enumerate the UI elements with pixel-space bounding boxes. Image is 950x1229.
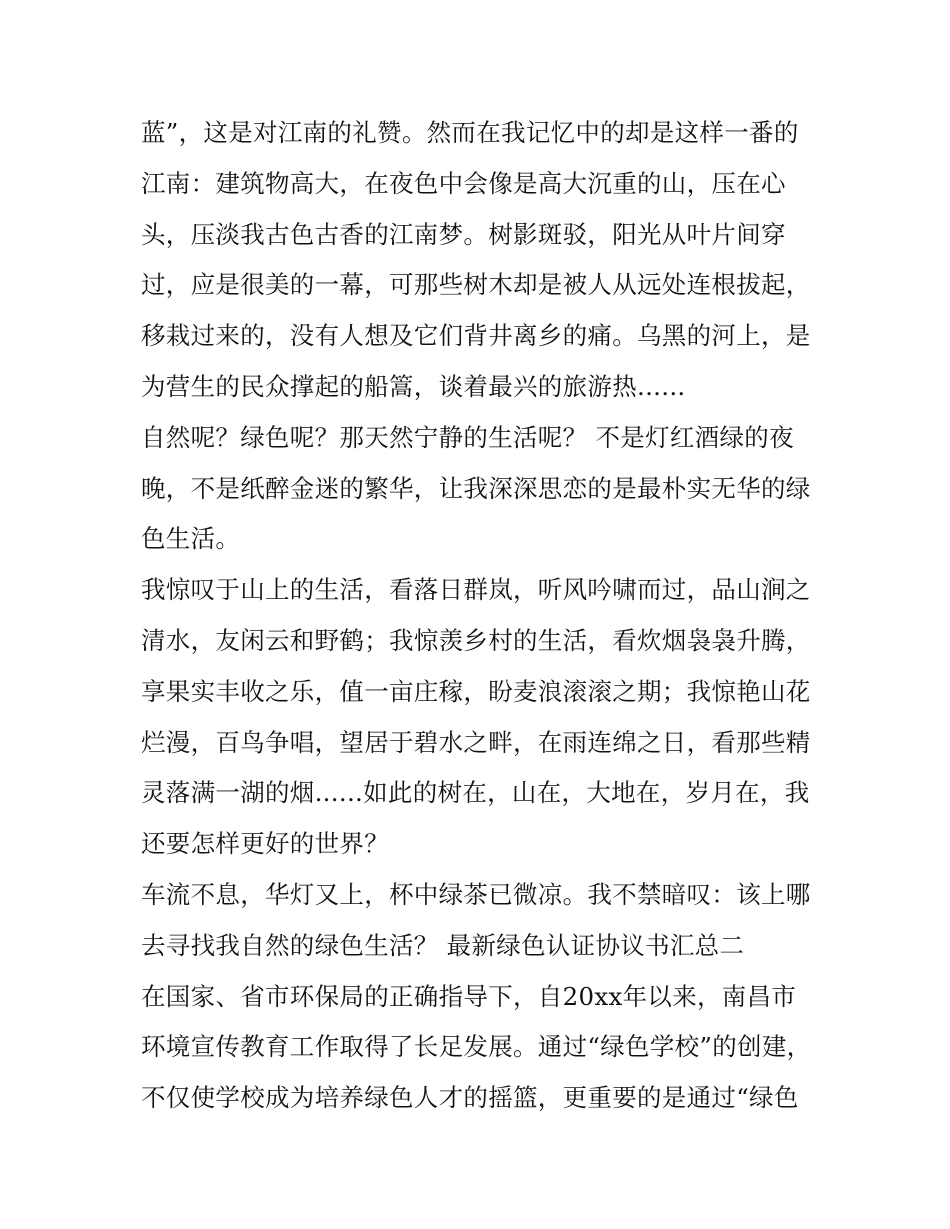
text-line: 享果实丰收之乐，值一亩庄稼，盼麦浪滚滚之期；我惊艳山花 [141,676,811,706]
text-line: 清水，友闲云和野鹤；我惊羡乡村的生活，看炊烟袅袅升腾， [141,625,811,655]
text-line: 蓝”，这是对江南的礼赞。然而在我记忆中的却是这样一番的 [141,118,799,147]
text-line: 江南：建筑物高大，在夜色中会像是高大沉重的山，压在心 [141,168,786,198]
text-line: 为营生的民众撑起的船篙，谈着最兴的旅游热...... [141,371,686,401]
text-line: 头，压淡我古色古香的江南梦。树影斑驳，阳光从叶片间穿 [141,219,786,249]
text-line: 不仅使学校成为培养绿色人才的摇篮，更重要的是通过“绿色 [141,1083,799,1113]
body-text [141,108,821,1124]
text-line: 自然呢？绿色呢？那天然宁静的生活呢？ 不是灯红酒绿的夜 [141,422,794,452]
text-line: 烂漫，百鸟争唱，望居于碧水之畔，在雨连绵之日，看那些精 [141,727,811,757]
text-line: 车流不息，华灯又上，杯中绿茶已微凉。我不禁暗叹：该上哪 [141,879,811,909]
text-line: 我惊叹于山上的生活，看落日群岚，听风吟啸而过，品山涧之 [141,575,811,605]
text-line: 在国家、省市环保局的正确指导下，自20xx年以来，南昌市 [141,981,797,1011]
text-line: 环境宣传教育工作取得了长足发展。通过“绿色学校”的创建， [141,1032,812,1062]
text-line: 还要怎样更好的世界？ [141,829,389,859]
text-line: 移栽过来的，没有人想及它们背井离乡的痛。乌黑的河上，是 [141,321,811,351]
text-line: 过，应是很美的一幕，可那些树木却是被人从远处连根拔起， [141,270,811,300]
text-line: 去寻找我自然的绿色生活？ 最新绿色认证协议书汇总二 [141,930,745,960]
text-line: 色生活。 [141,524,241,554]
text-line: 晚，不是纸醉金迷的繁华，让我深深思恋的是最朴实无华的绿 [141,473,811,503]
text-line: 灵落满一湖的烟......如此的树在，山在，大地在，岁月在，我 [141,778,810,808]
